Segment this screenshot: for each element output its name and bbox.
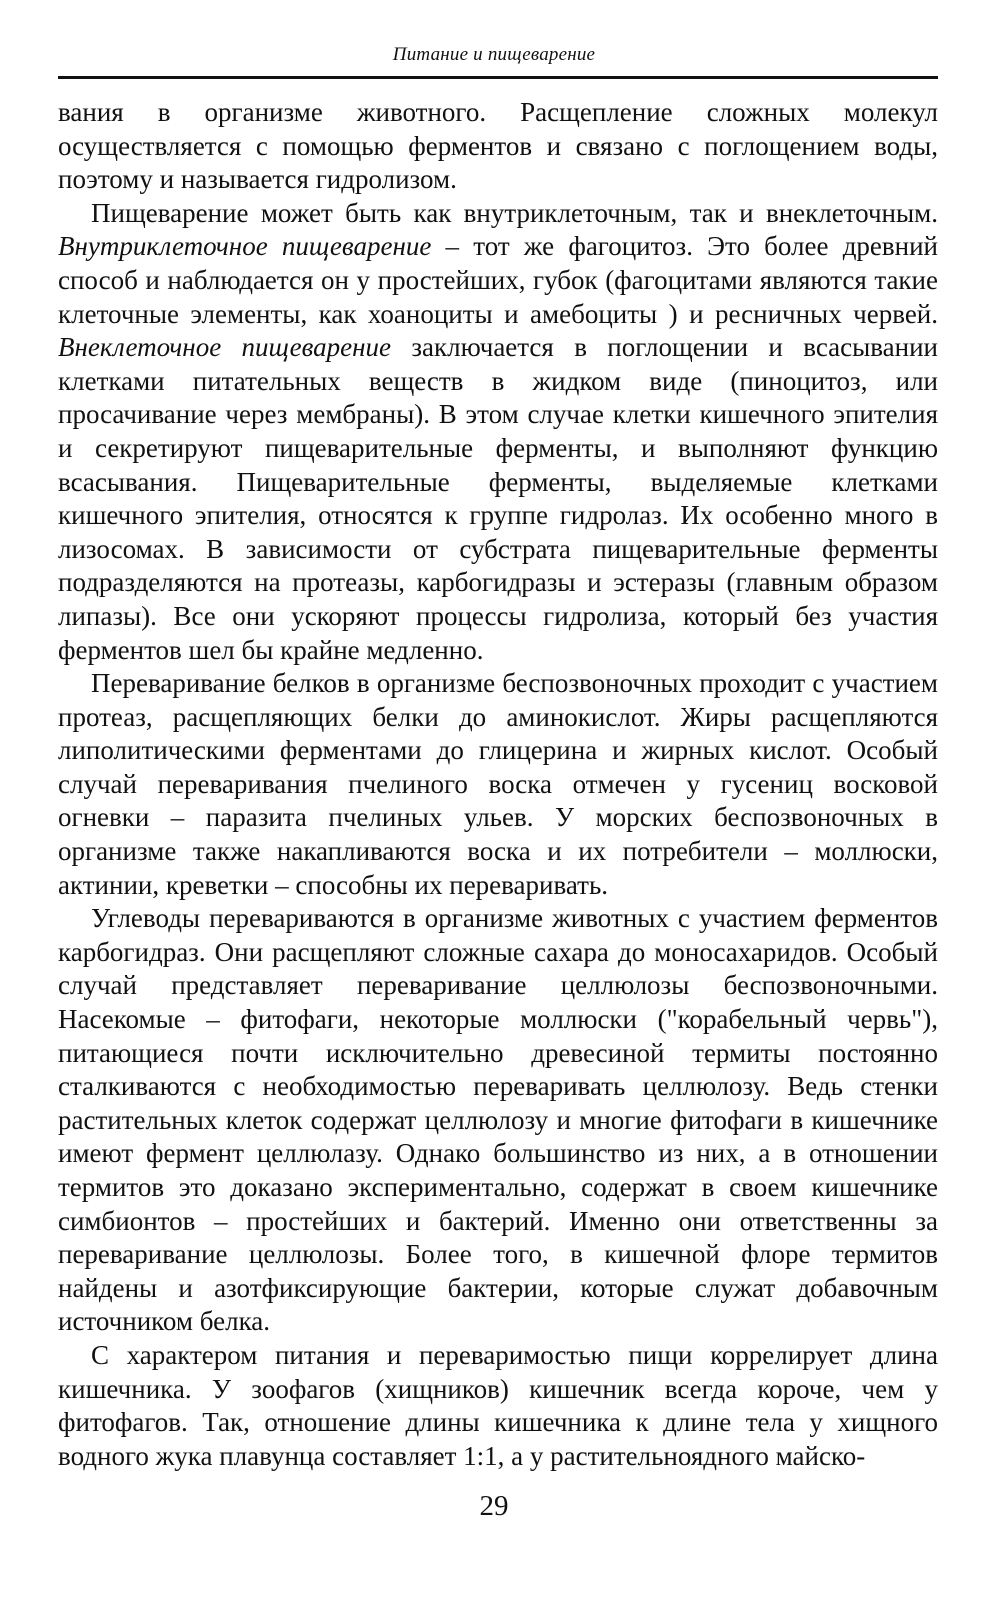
paragraph-5 (58, 1339, 938, 1473)
running-header: Питание и пищеварение (392, 44, 596, 65)
body-text (58, 96, 938, 1473)
paragraph-2 (58, 197, 938, 667)
paragraph-1 (58, 96, 938, 197)
term-intracellular-digestion: Внутриклеточное пищеварение (58, 231, 432, 262)
paragraph-3 (58, 667, 938, 902)
paragraph-2-text-b: – тот же фагоцитоз. Это более древний способ и наблюдается он у простейших, губок (фагоцитами являются такие клеточные элементы, как хоаноциты и амебоциты ) и ресничных червей. (58, 231, 939, 329)
page-number: 29 (479, 1490, 509, 1522)
paragraph-2-text-a: Пищеварение может быть как внутриклеточным, так и внеклеточным. (91, 197, 938, 228)
paragraph-4 (58, 902, 938, 1339)
paragraph-5-text: С характером питания и переваримостью пищи коррелирует длина кишечника. У зоофагов (хищников) кишечник всегда короче, чем у фитофагов. Так, отношение длины кишечника к длине тела у хищного водного жука плавунца составляет 1:1, а у растительноядного майско- (58, 1339, 938, 1471)
paragraph-4-text: Углеводы перевариваются в организме животных с участием ферментов карбогидраз. Они расщепляют сложные сахара до моносахаридов. Особый случай представляет переваривание целлюлозы беспозвоночными. Насекомые – фитофаги, некоторые моллюски ("корабельный червь"), питающиеся почти исключительно древесиной термиты постоянно сталкиваются с необходимостью переваривать целлюлозу. Ведь стенки растительных клеток содержат целлюлозу и многие фитофаги в кишечнике имеют фермент целлюлазу. Однако большинство из них, а в отношении термитов это доказано экспериментально, содержат в своем кишечнике симбионтов – простейших и бактерий. Именно они ответственны за переваривание целлюлозы. Более того, в кишечной флоре термитов найдены и азотфиксирующие бактерии, которые служат добавочным источником белка. (58, 903, 938, 1337)
term-extracellular-digestion: Внеклеточное пищеварение (58, 332, 391, 363)
header-rule (58, 76, 938, 79)
paragraph-1-text: вания в организме животного. Расщепление сложных молекул осуществляется с помощью ферментов и связано с поглощением воды, поэтому и называется гидролизом. (58, 97, 938, 195)
paragraph-3-text: Переваривание белков в организме беспозвоночных проходит с участием протеаз, расщепляющих белки до аминокислот. Жиры расщепляются липолитическими ферментами до глицерина и жирных кислот. Особый случай переваривания пчелиного воска отмечен у гусениц восковой огневки – паразита пчелиных ульев. У морских беспозвоночных в организме также накапливаются воска и их потребители – моллюски, актинии, креветки – способны их переваривать. (58, 668, 938, 900)
paragraph-2-text-c: заключается в поглощении и всасывании клетками питательных веществ в жидком виде (пиноцитоз, или просачивание через мембраны). В этом случае клетки кишечного эпителия и секретируют пищеварительные ферменты, и выполняют функцию всасывания. Пищеварительные ферменты, выделяемые клетками кишечного эпителия, относятся к группе гидролаз. Их особенно много в лизосомах. В зависимости от субстрата пищеварительные ферменты подразделяются на протеазы, карбогидразы и эстеразы (главным образом липазы). Все они ускоряют процессы гидролиза, который без участия ферментов шел бы крайне медленно. (58, 332, 938, 665)
